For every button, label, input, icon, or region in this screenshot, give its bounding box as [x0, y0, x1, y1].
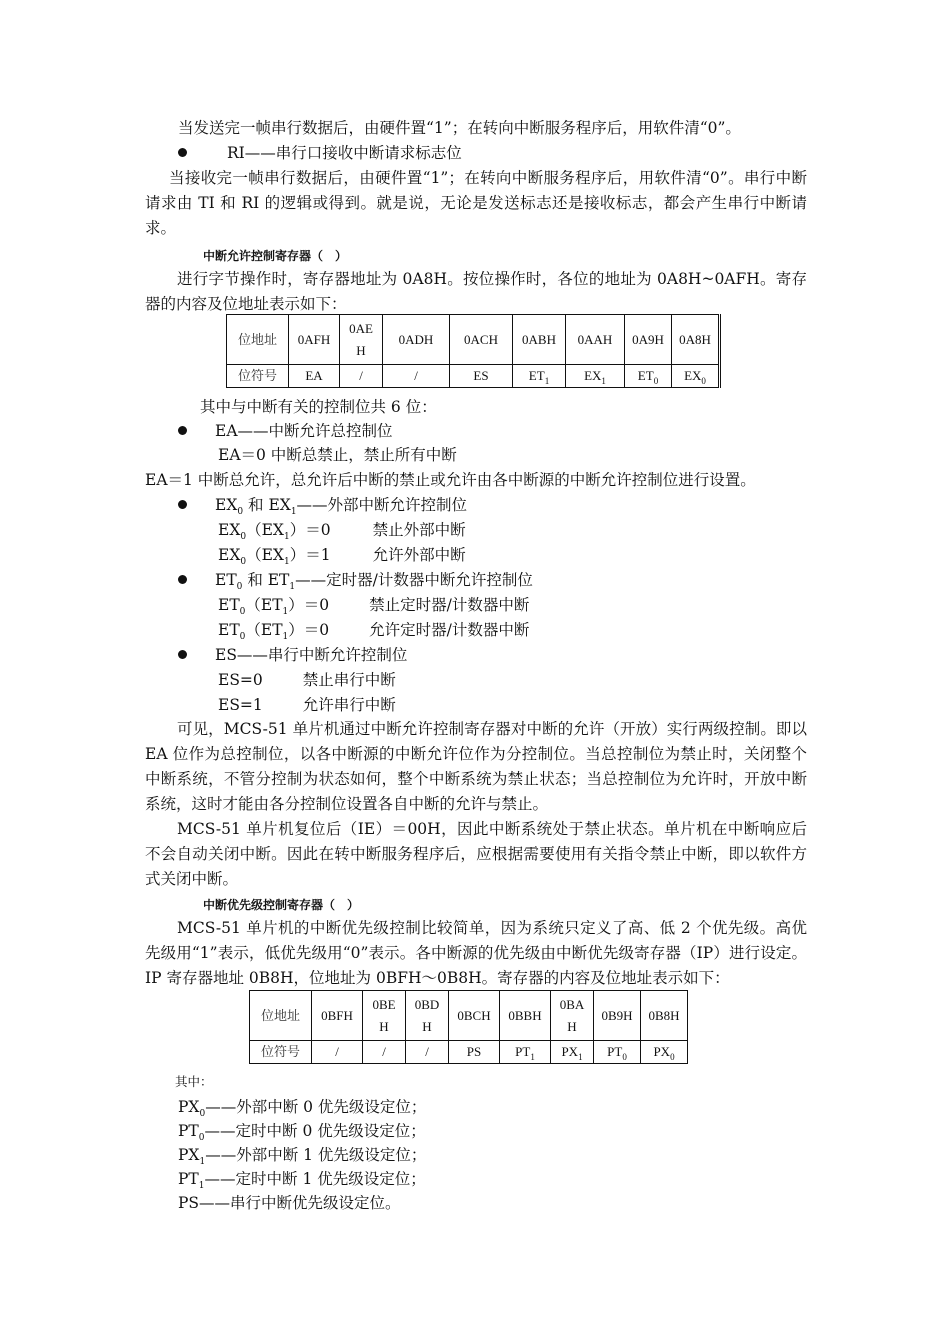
reset-paragraph: MCS-51 单片机复位后（IE）＝00H，因此中断系统处于禁止状态。单片机在中断响应后不会自动关闭中断。因此在转中断服务程序后，应根据需要使用有关指令禁止中断，即以软件方式关闭中断。	[145, 820, 807, 888]
ps-line: PS——串行中断优先级设定位。	[178, 1194, 401, 1212]
px1-line: $PX_1——$外部中断 1 优先级设定位；	[178, 1146, 427, 1167]
bullet-icon	[178, 650, 187, 659]
es-bullet-text: ES——串行中断允许控制位	[215, 646, 408, 664]
ie-addr-cell: 0AFH	[289, 315, 340, 365]
ri-bullet-text: RI——串行口接收中断请求标志位	[227, 144, 462, 162]
ip-sym-cell: $PX_1$	[551, 1041, 594, 1064]
ie-sym-cell: /	[340, 365, 383, 388]
ie-addr-cell: 0ABH	[513, 315, 566, 365]
es0-line: ES=0 禁止串行中断	[218, 671, 396, 689]
ip-addr-cell: 0B9H	[594, 991, 641, 1041]
pt1-line: $PT_1——$定时中断 1 优先级设定位；	[178, 1170, 426, 1191]
ie-row1-label: 位地址	[227, 315, 289, 365]
ip-sym-cell: /	[312, 1041, 363, 1064]
ie-row2-label: 位符号	[227, 365, 289, 388]
qizhong-label: 其中：	[175, 1074, 213, 1089]
et0-line: $ET_0(ET_1)=0$ 禁止定时器/计数器中断	[218, 596, 530, 617]
ex1-line: $EX_0(EX_1)=1$ 允许外部中断	[218, 546, 466, 567]
ip-sym-cell: /	[363, 1041, 406, 1064]
ie-sym-cell: EA	[289, 365, 340, 388]
es-bullet	[178, 643, 407, 667]
ie-sym-cell: /	[383, 365, 450, 388]
ie-sym-cell: $EX_0$	[672, 365, 720, 388]
ip-register-table	[249, 990, 688, 1064]
et1-line: $ET_0(ET_1)=0$ 允许定时器/计数器中断	[218, 621, 530, 642]
ip-sym-cell: $PT_1$	[500, 1041, 551, 1064]
ip-row1-label: 位地址	[250, 991, 312, 1041]
ie-address-row	[227, 315, 720, 365]
es1-line: ES=1 允许串行中断	[218, 696, 396, 714]
ie-addr-cell: 0AE H	[340, 315, 383, 365]
ie-addr-cell: 0ACH	[450, 315, 513, 365]
ip-sym-cell: /	[406, 1041, 449, 1064]
ie-addr-cell: 0AAH	[566, 315, 625, 365]
ip-sym-cell: $PT_0$	[594, 1041, 641, 1064]
et-bullet: $ET_0$ 和 $ET_1——$定时器/计数器中断允许控制位	[178, 568, 533, 592]
ie-sym-cell: $ET_1$	[513, 365, 566, 388]
ip-addr-cell: 0B8H	[641, 991, 688, 1041]
ip-addr-cell: 0BD H	[406, 991, 449, 1041]
ip-addr-cell: 0BA H	[551, 991, 594, 1041]
ex-bullet: $EX_0$ 和 $EX_1——$外部中断允许控制位	[178, 493, 467, 517]
ip-row2-label: 位符号	[250, 1041, 312, 1064]
pt0-line: $PT_0——$定时中断 0 优先级设定位；	[178, 1122, 426, 1143]
ie-sym-cell: $ET_0$	[625, 365, 672, 388]
ie-addr-cell: 0A9H	[625, 315, 672, 365]
ip-address-row	[250, 991, 688, 1041]
ie-register-table	[226, 314, 721, 388]
bullet-icon	[178, 500, 187, 509]
ea-bullet	[178, 419, 393, 443]
ri-bullet	[178, 141, 462, 165]
ip-symbol-row	[250, 1041, 688, 1064]
ti-end-paragraph: 当发送完一帧串行数据后，由硬件置“1”；在转向中断服务程序后，用软件清“0”。	[178, 119, 741, 137]
ie-heading: 中断允许控制寄存器（ ）	[203, 249, 348, 263]
ie-paragraph: 进行字节操作时，寄存器地址为 0A8H。按位操作时，各位的地址为 0A8H~0AFH。寄存器的内容及位地址表示如下：	[145, 270, 807, 313]
ie-addr-cell: 0A8H	[672, 315, 720, 365]
ip-sym-cell: PS	[449, 1041, 500, 1064]
ie-sym-cell: $EX_1$	[566, 365, 625, 388]
ri-paragraph: 当接收完一帧串行数据后，由硬件置“1”；在转向中断服务程序后，用软件清“0”。串行中断请求由 TI 和 RI 的逻辑或得到。就是说，无论是发送标志还是接收标志，都会产生串行中断请求。	[145, 169, 807, 237]
ea-bullet-text: EA——中断允许总控制位	[215, 422, 393, 440]
ie-symbol-row	[227, 365, 720, 388]
ie-addr-cell: 0ADH	[383, 315, 450, 365]
ie-sym-cell: ES	[450, 365, 513, 388]
ea0-line: EA＝0 中断总禁止，禁止所有中断	[218, 446, 457, 464]
bullet-icon	[178, 426, 187, 435]
ip-heading: 中断优先级控制寄存器（ ）	[203, 898, 360, 912]
two-level-paragraph: 可见，MCS-51 单片机通过中断允许控制寄存器对中断的允许（开放）实行两级控制。即以 EA 位作为总控制位，以各中断源的中断允许位作为分控制位。当总控制位为禁止时，关闭整个中断系统，不管分控制为状态如何，整个中断系统为禁止状态；当总控制位为允许时，开放中断系统，这时才能由各分控制位设置各自中断的允许与禁止。	[145, 720, 807, 813]
ip-paragraph: MCS-51 单片机的中断优先级控制比较简单，因为系统只定义了高、低 2 个优先级。高优先级用“1”表示，低优先级用“0”表示。各中断源的优先级由中断优先级寄存器（IP）进行设定。IP 寄存器地址 0B8H，位地址为 0BFH～0B8H。寄存器的内容及位地址表示如下：	[145, 919, 807, 987]
ip-addr-cell: 0BCH	[449, 991, 500, 1041]
ip-addr-cell: 0BE H	[363, 991, 406, 1041]
bullet-icon	[178, 575, 187, 584]
ex0-line: $EX_0(EX_1)=0$ 禁止外部中断	[218, 521, 466, 542]
ea1-line: EA＝1 中断总允许，总允许后中断的禁止或允许由各中断源的中断允许控制位进行设置。	[145, 471, 756, 489]
six-bits-text: 其中与中断有关的控制位共 6 位：	[200, 398, 437, 416]
ip-sym-cell: $PX_0$	[641, 1041, 688, 1064]
bullet-icon	[178, 148, 187, 157]
px0-line: $PX_0——$外部中断 0 优先级设定位；	[178, 1098, 427, 1119]
ip-addr-cell: 0BFH	[312, 991, 363, 1041]
ip-addr-cell: 0BBH	[500, 991, 551, 1041]
